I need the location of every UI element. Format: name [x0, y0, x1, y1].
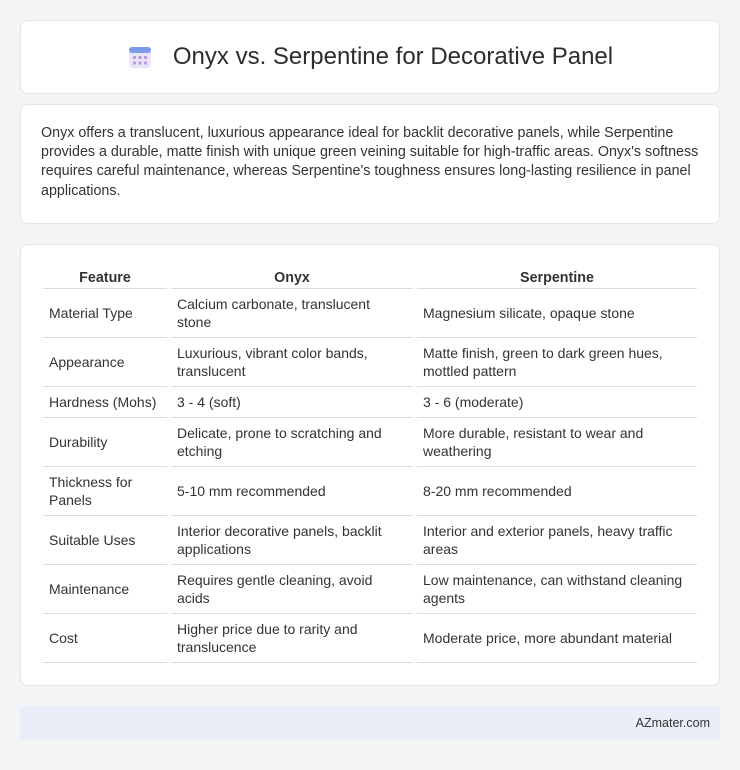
table-row [43, 289, 697, 338]
cell-feature: Material Type [43, 289, 167, 338]
calendar-icon [127, 44, 153, 70]
cell-feature: Suitable Uses [43, 516, 167, 565]
table-row [43, 418, 697, 467]
cell-onyx: Requires gentle cleaning, avoid acids [171, 565, 413, 614]
cell-onyx: Interior decorative panels, backlit applications [171, 516, 413, 565]
cell-onyx: Higher price due to rarity and translucence [171, 614, 413, 663]
table-row [43, 338, 697, 387]
cell-onyx: Calcium carbonate, translucent stone [171, 289, 413, 338]
cell-onyx: 5-10 mm recommended [171, 467, 413, 516]
header-feature: Feature [43, 265, 167, 289]
cell-feature: Cost [43, 614, 167, 663]
cell-onyx: Luxurious, vibrant color bands, translucent [171, 338, 413, 387]
cell-serpentine: Moderate price, more abundant material [417, 614, 697, 663]
table-row [43, 565, 697, 614]
intro-text: Onyx offers a translucent, luxurious appearance ideal for backlit decorative panels, while Serpentine provides a durable, matte finish with unique green veining suitable for high-traffic areas. Onyx's softness requires careful maintenance, whereas Serpentine's toughness ensures long-lasting resilience in panel applications. [41, 125, 699, 199]
cell-feature: Hardness (Mohs) [43, 387, 167, 418]
comparison-table-card [20, 244, 720, 686]
footer-brand: AZmater.com [635, 716, 710, 730]
cell-feature: Durability [43, 418, 167, 467]
table-row [43, 516, 697, 565]
cell-serpentine: 3 - 6 (moderate) [417, 387, 697, 418]
cell-serpentine: 8-20 mm recommended [417, 467, 697, 516]
cell-onyx: Delicate, prone to scratching and etching [171, 418, 413, 467]
intro-card [20, 104, 720, 224]
cell-feature: Appearance [43, 338, 167, 387]
table-row [43, 467, 697, 516]
page-title: Onyx vs. Serpentine for Decorative Panel [172, 43, 614, 70]
cell-onyx: 3 - 4 (soft) [171, 387, 413, 418]
table-row [43, 387, 697, 418]
table-header-row [43, 265, 697, 289]
cell-serpentine: Magnesium silicate, opaque stone [417, 289, 697, 338]
header-serpentine: Serpentine [417, 265, 697, 289]
cell-serpentine: Interior and exterior panels, heavy traffic areas [417, 516, 697, 565]
cell-serpentine: Low maintenance, can withstand cleaning agents [417, 565, 697, 614]
header-onyx: Onyx [171, 265, 413, 289]
cell-feature: Maintenance [43, 565, 167, 614]
cell-serpentine: Matte finish, green to dark green hues, mottled pattern [417, 338, 697, 387]
footer [20, 706, 720, 740]
cell-serpentine: More durable, resistant to wear and weathering [417, 418, 697, 467]
title-card [20, 20, 720, 94]
table-row [43, 614, 697, 663]
cell-feature: Thickness for Panels [43, 467, 167, 516]
comparison-table [39, 265, 701, 663]
